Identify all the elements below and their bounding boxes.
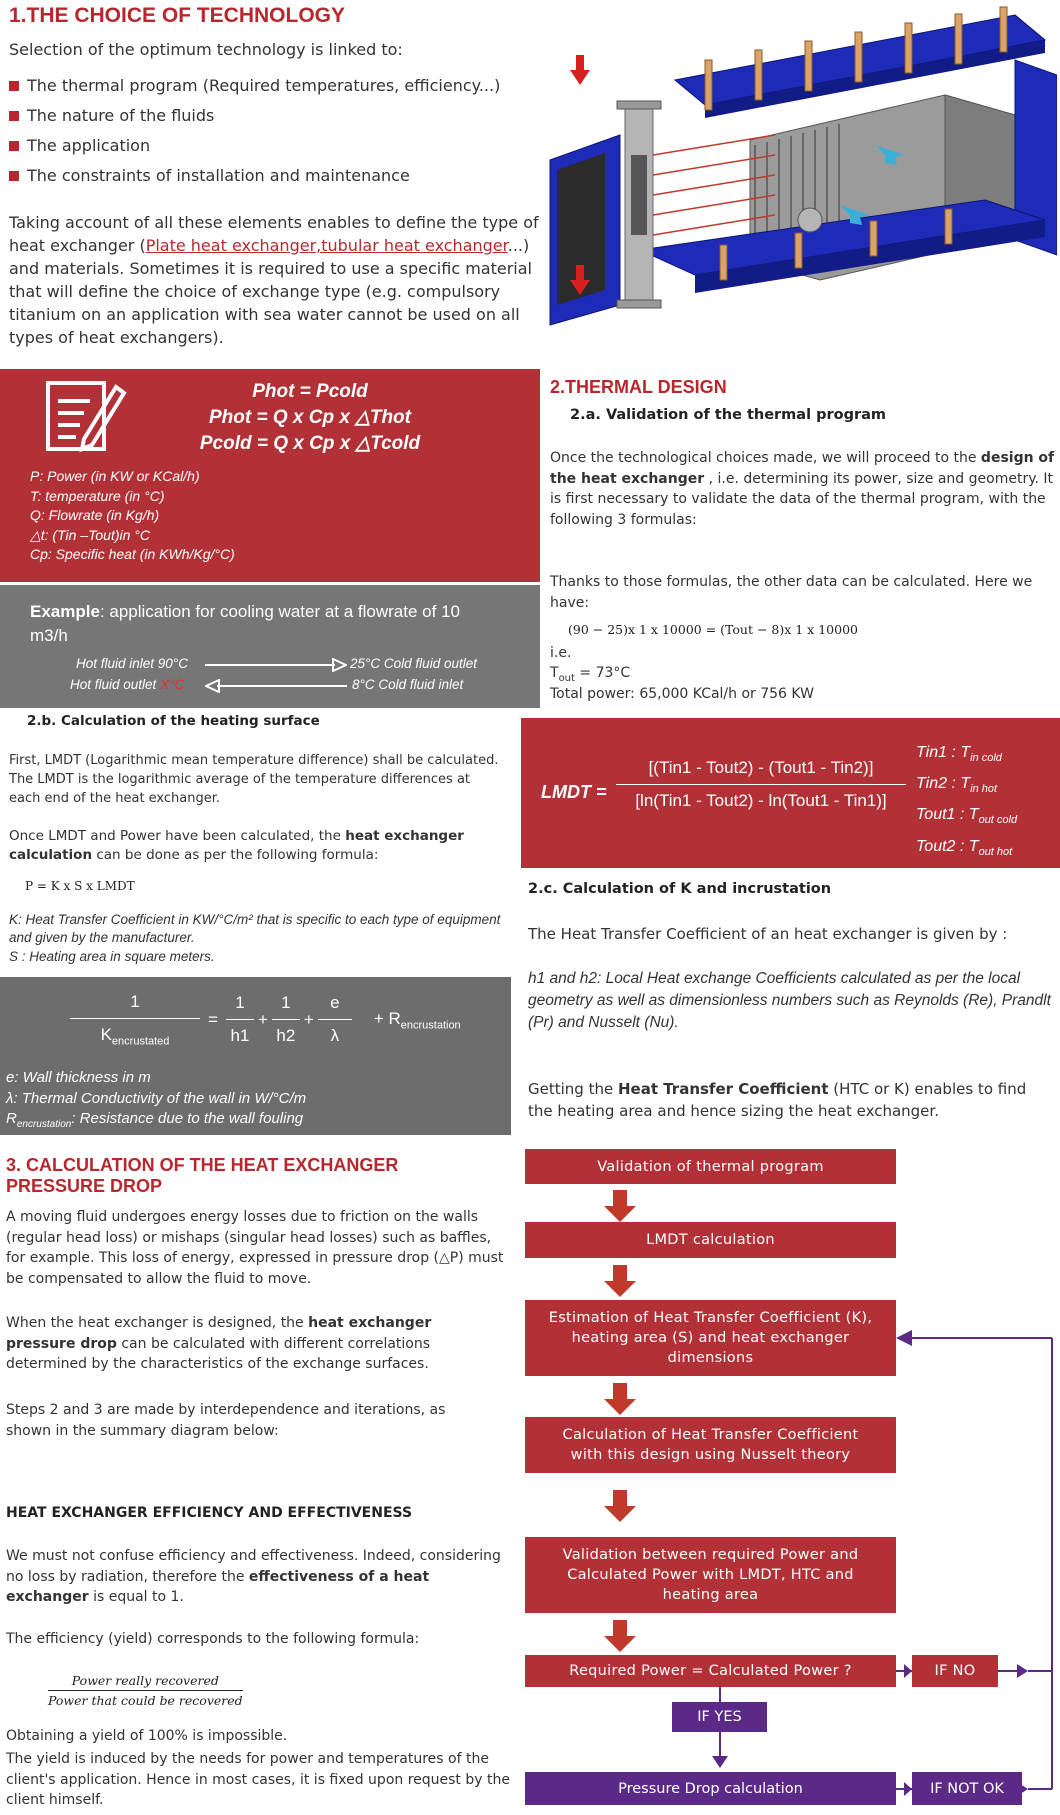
efficiency-numerator: Power really recovered [48, 1673, 243, 1691]
example-text: Example: application for cooling water at a flowrate of 10 m3/h [30, 602, 460, 645]
bullet-item: The application [9, 136, 529, 155]
flow-if-not-ok: IF NOT OK [912, 1772, 1022, 1805]
section2c-title: 2.c. Calculation of K and incrustation [528, 881, 832, 897]
left-arrow-icon [205, 679, 347, 693]
lmdt-formula-box [521, 718, 1060, 868]
section2b-paragraph-2: Once LMDT and Power have been calculated, the heat exchanger calculation can be done as per the following formula: [9, 828, 464, 863]
flow-step-nusselt: Calculation of Heat Transfer Coefficient with this design using Nusselt theory [525, 1417, 896, 1473]
flowchart-connectors [520, 1140, 1060, 1815]
s-definition: S : Heating area in square meters. [9, 949, 215, 964]
k-definition: K: Heat Transfer Coefficient in KW/°C/m² that is specific to each type of equipment and given by the manufacturer. [9, 912, 501, 945]
bullet-item: The nature of the fluids [9, 106, 529, 125]
flow-if-yes: IF YES [672, 1702, 767, 1732]
thermal-equation: (90 − 25)x 1 x 10000 = (Tout − 8)x 1 x 10000 [568, 622, 858, 637]
legend-item: △t: (Tin –Tout)in °C [30, 526, 150, 543]
efficiency-paragraph-4: The yield is induced by the needs for power and temperatures of the client's application. Hence in most cases, it is fixed upon request by the client himself. [6, 1751, 510, 1808]
section2-title: 2.THERMAL DESIGN [550, 377, 727, 397]
lmdt-definitions [916, 740, 1017, 865]
section1-paragraph: Taking account of all these elements enables to define the type of heat exchanger (Plate heat exchanger,tubular heat exchanger...) and materials. Sometimes it is required to use a specific material that will define the choice of exchange type (e.g. compulsory titanium on an application with sea water cannot be used on all types of heat exchangers). [9, 213, 539, 347]
flow-step-pressure-drop: Pressure Drop calculation [525, 1772, 896, 1805]
section2a-paragraph-2: Thanks to those formulas, the other data can be calculated. Here we have: [550, 574, 1033, 611]
section2c-paragraph-1: The Heat Transfer Coefficient of an heat exchanger is given by : [528, 925, 1008, 943]
section2b-title: 2.b. Calculation of the heating surface [27, 713, 320, 729]
lmdt-fraction [616, 758, 906, 811]
section2c-paragraph-3: Getting the Heat Transfer Coefficient (HTC or K) enables to find the heating area and hence sizing the heat exchanger. [528, 1080, 1027, 1120]
bullet-item: The thermal program (Required temperatures, efficiency...) [9, 76, 529, 95]
right-arrow-icon [205, 658, 347, 672]
section2b-paragraph-1: First, LMDT (Logarithmic mean temperature difference) shall be calculated. The LMDT is the logarithmic average of the temperature differences at each end of the heat exchanger. [9, 753, 499, 806]
section3-paragraph-3: Steps 2 and 3 are made by interdependence and iterations, as shown in the summary diagram below: [6, 1402, 446, 1439]
lmdt-def-item: Tin2 : $T_{in hot}$ [916, 775, 998, 796]
example-box [0, 585, 540, 708]
legend-item: $R_{encrustation}$: Resistance due to the wall fouling [6, 1110, 304, 1130]
section1-bullets [9, 76, 529, 196]
flow-step-lmdt: LMDT calculation [525, 1222, 896, 1258]
document-edit-icon [44, 379, 128, 455]
lmdt-lhs: LMDT = [541, 782, 607, 802]
flow-step-estimation: Estimation of Heat Transfer Coefficient (K), heating area (S) and heat exchanger dimensions [525, 1300, 896, 1376]
formula-line-3: Pcold = Q x Cp x △Tcold [199, 433, 421, 454]
heat-exchanger-types-link[interactable]: Plate heat exchanger,tubular heat exchanger [145, 236, 508, 255]
formula-line-1: Phot = Pcold [252, 381, 368, 402]
efficiency-paragraph-3: Obtaining a yield of 100% is impossible. [6, 1728, 288, 1744]
hot-outlet-label: Hot fluid outlet X°C [70, 677, 185, 692]
down-arrow-icon [604, 1190, 636, 1652]
legend-item: λ: Thermal Conductivity of the wall in W/°C/m [6, 1089, 307, 1107]
flow-if-no: IF NO [912, 1655, 998, 1687]
efficiency-title: HEAT EXCHANGER EFFICIENCY AND EFFECTIVENESS [6, 1505, 413, 1521]
legend-item: e: Wall thickness in m [6, 1069, 151, 1086]
total-power: Total power: 65,000 KCal/h or 756 KW [550, 686, 814, 702]
flow-step-power-validation: Validation between required Power and Calculated Power with LMDT, HTC and heating area [525, 1537, 896, 1613]
k-formula-legend [6, 1068, 306, 1136]
section3-title: 3. CALCULATION OF THE HEAT EXCHANGER PRESSURE DROP [6, 1155, 399, 1196]
power-formula-box [0, 369, 540, 582]
cold-inlet-label: 8°C Cold fluid inlet [352, 677, 464, 692]
k-formula-box [0, 977, 511, 1135]
hot-inlet-label: Hot fluid inlet 90°C [76, 656, 188, 671]
lmdt-numerator: [(Tin1 - Tout2) - (Tout1 - Tin2)] [616, 758, 906, 785]
section1-title: 1.THE CHOICE OF TECHNOLOGY [9, 4, 346, 27]
legend-item: Q: Flowrate (in Kg/h) [30, 507, 160, 523]
flow-step-validation: Validation of thermal program [525, 1149, 896, 1184]
section1-intro: Selection of the optimum technology is linked to: [9, 40, 403, 59]
lmdt-def-item: Tout1 : $T_{out cold}$ [916, 806, 1018, 827]
efficiency-paragraph-2: The efficiency (yield) corresponds to the following formula: [6, 1631, 420, 1647]
efficiency-denominator: Power that could be recovered [48, 1693, 243, 1708]
lmdt-def-item: Tout2 : $T_{out hot}$ [916, 837, 1013, 858]
lmdt-def-item: Tin1 : $T_{in cold}$ [916, 744, 1002, 765]
efficiency-paragraph-1: We must not confuse efficiency and effectiveness. Indeed, considering no loss by radiation, therefore the effectiveness of a heat exchanger is equal to 1. [6, 1548, 501, 1605]
section2a-title: 2.a. Validation of the thermal program [570, 407, 887, 423]
ie-label: i.e. [550, 645, 572, 661]
lmdt-denominator: [ln(Tin1 - Tout2) - ln(Tout1 - Tin1)] [635, 791, 887, 810]
area-formula: P = K x S x LMDT [25, 879, 135, 893]
flow-step-decision: Required Power = Calculated Power ? [525, 1655, 896, 1687]
section3-paragraph-1: A moving fluid undergoes energy losses due to friction on the walls (regular head loss) or mishaps (singular head losses) such as baffles, for example. This loss of energy, expressed in pressure drop (△P) must be compensated to allow the fluid to move. [6, 1209, 504, 1287]
tout-result: $T_{out} = 73^\circ C$ [550, 665, 631, 684]
plate-heat-exchanger-illustration [545, 5, 1057, 350]
formula-legend [30, 467, 235, 565]
legend-item: Cp: Specific heat (in KWh/Kg/°C) [30, 546, 235, 562]
bullet-item: The constraints of installation and maintenance [9, 166, 529, 185]
k-formula: 1 $K_{encrustated}$ = $\frac{1}{h1}$ + $\frac{1}{h2}$ + $\frac{e}{\lambda}$ + $R_{encrustation}$ [70, 992, 461, 1047]
section3-paragraph-2: When the heat exchanger is designed, the heat exchanger pressure drop can be calculated with different correlations determined by the characteristics of the exchange surfaces. [6, 1315, 432, 1372]
legend-item: P: Power (in KW or KCal/h) [30, 468, 200, 484]
efficiency-formula [48, 1673, 243, 1708]
cold-outlet-label: 25°C Cold fluid outlet [350, 656, 477, 671]
legend-item: T: temperature (in °C) [30, 487, 165, 504]
section2a-paragraph: Once the technological choices made, we will proceed to the design of the heat exchanger , i.e. determining its power, size and geometry. It is first necessary to validate the data of the thermal program, with the following 3 formulas: [550, 450, 1055, 528]
section2c-paragraph-2: h1 and h2: Local Heat exchange Coefficients calculated as per the local geometry as well as dimensionless numbers such as Reynolds (Re), Prandlt (Pr) and Nusselt (Nu). [528, 970, 1051, 1031]
formula-line-2: Phot = Q x Cp x △Thot [209, 407, 411, 428]
